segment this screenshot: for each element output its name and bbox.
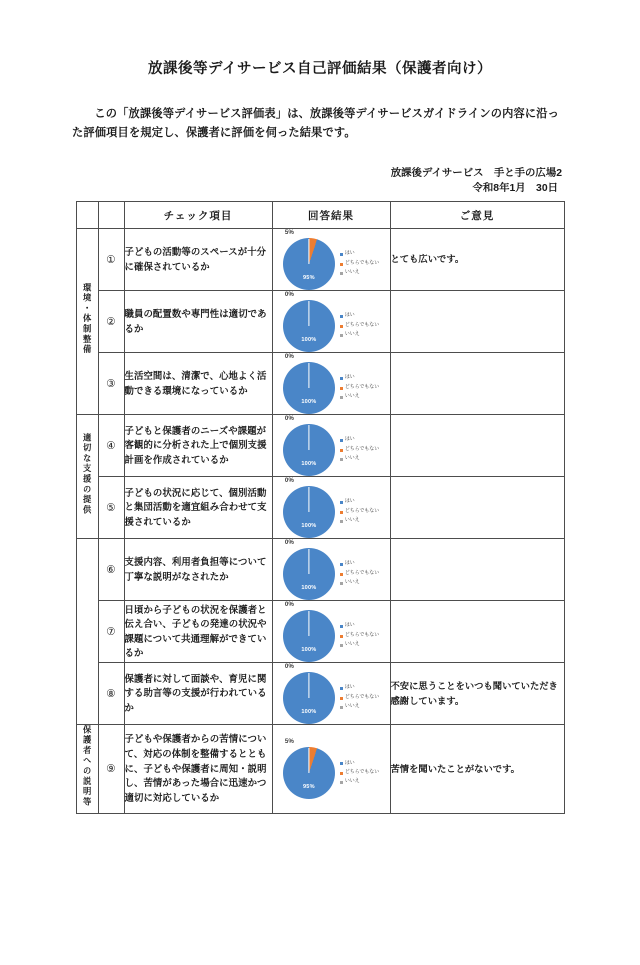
pie-slices xyxy=(283,300,335,352)
result-chart-cell xyxy=(272,539,390,601)
table-row xyxy=(76,353,564,415)
result-chart-cell xyxy=(272,663,390,725)
legend-swatch-icon xyxy=(340,387,343,390)
legend-swatch-icon xyxy=(340,253,343,256)
pie-area xyxy=(283,291,335,352)
facility-info xyxy=(0,166,562,196)
legend-item xyxy=(340,581,379,586)
pie-top-label: 0% xyxy=(284,415,294,423)
result-chart-cell xyxy=(272,415,390,477)
pie-legend xyxy=(338,624,379,648)
check-item-text: 生活空間は、清潔で、心地よく活動できる環境になっているか xyxy=(124,353,272,415)
legend-label: いいえ xyxy=(344,704,360,710)
pie-slice-divider xyxy=(308,487,309,512)
pie-legend xyxy=(338,252,379,276)
pie-slice-divider xyxy=(308,673,309,698)
pie-legend xyxy=(338,762,379,786)
pie-legend xyxy=(338,376,379,400)
legend-label: いいえ xyxy=(344,456,360,462)
pie-inner-label: 100% xyxy=(301,709,317,716)
comment-cell: 苦情を聞いたことがないです。 xyxy=(390,725,564,813)
table-row xyxy=(76,477,564,539)
legend-swatch-icon xyxy=(340,573,343,576)
pie-slices xyxy=(283,548,335,600)
table-row xyxy=(76,725,564,813)
facility-name: 放課後デイサービス 手と手の広場2 xyxy=(390,168,562,180)
legend-label: はい xyxy=(344,760,355,766)
legend-item xyxy=(340,762,379,767)
pie-area xyxy=(283,477,335,538)
pie-top-label: 0% xyxy=(284,353,294,361)
check-item-text: 子どもの活動等のスペースが十分に確保されているか xyxy=(124,229,272,291)
legend-swatch-icon xyxy=(340,563,343,566)
check-item-text: 子どもの状況に応じて、個別活動と集団活動を適宜組み合わせて支援されているか xyxy=(124,477,272,539)
row-number: ① xyxy=(98,229,124,291)
table-header-row xyxy=(76,202,564,229)
row-number: ③ xyxy=(98,353,124,415)
legend-item xyxy=(340,376,379,381)
comment-cell: とても広いです。 xyxy=(390,229,564,291)
legend-item xyxy=(340,448,379,453)
pie-top-label: 0% xyxy=(284,477,294,485)
legend-item xyxy=(340,705,379,710)
legend-item xyxy=(340,438,379,443)
pie-chart xyxy=(273,663,390,724)
legend-label: はい xyxy=(344,685,355,691)
legend-label: どちらでもない xyxy=(344,769,380,775)
legend-item xyxy=(340,510,379,515)
comment-cell xyxy=(390,353,564,415)
legend-swatch-icon xyxy=(340,697,343,700)
comment-cell xyxy=(390,601,564,663)
category-cell xyxy=(76,229,98,415)
pie-area xyxy=(283,738,335,799)
legend-swatch-icon xyxy=(340,625,343,628)
table-row xyxy=(76,229,564,291)
pie-top-label: 0% xyxy=(284,663,294,671)
check-item-text: 保護者に対して面談や、育児に関する助言等の支援が行われているか xyxy=(124,663,272,725)
pie-inner-label: 100% xyxy=(301,585,317,592)
legend-label: はい xyxy=(344,561,355,567)
category-label: 保護者への説明等 xyxy=(82,725,93,808)
legend-swatch-icon xyxy=(340,396,343,399)
pie-inner-label: 100% xyxy=(301,523,317,530)
pie-chart xyxy=(273,738,390,799)
legend-item xyxy=(340,686,379,691)
legend-swatch-icon xyxy=(340,263,343,266)
pie-chart xyxy=(273,601,390,662)
legend-swatch-icon xyxy=(340,377,343,380)
pie-chart xyxy=(273,229,390,290)
legend-item xyxy=(340,395,379,400)
result-chart-cell xyxy=(272,229,390,291)
pie-slices xyxy=(283,672,335,724)
page-title: 放課後等デイサービス自己評価結果（保護者向け） xyxy=(148,61,492,77)
pie-slices xyxy=(283,424,335,476)
result-chart-cell xyxy=(272,725,390,813)
legend-swatch-icon xyxy=(340,706,343,709)
pie-legend xyxy=(338,686,379,710)
row-number: ⑨ xyxy=(98,725,124,813)
legend-item xyxy=(340,519,379,524)
legend-item xyxy=(340,780,379,785)
result-chart-cell xyxy=(272,601,390,663)
pie-inner-label: 100% xyxy=(301,337,317,344)
legend-label: はい xyxy=(344,623,355,629)
check-item-text: 支援内容、利用者負担等について丁寧な説明がなされたか xyxy=(124,539,272,601)
legend-item xyxy=(340,457,379,462)
legend-label: どちらでもない xyxy=(344,508,380,514)
row-number: ⑤ xyxy=(98,477,124,539)
legend-label: どちらでもない xyxy=(344,384,380,390)
legend-label: どちらでもない xyxy=(344,446,380,452)
category-cell xyxy=(76,415,98,539)
legend-label: いいえ xyxy=(344,270,360,276)
pie-inner-label: 100% xyxy=(301,647,317,654)
table-row xyxy=(76,291,564,353)
table-row xyxy=(76,663,564,725)
pie-area xyxy=(283,353,335,414)
column-header-number xyxy=(98,202,124,229)
legend-label: いいえ xyxy=(344,642,360,648)
comment-cell xyxy=(390,539,564,601)
legend-swatch-icon xyxy=(340,582,343,585)
table-row xyxy=(76,539,564,601)
row-number: ⑦ xyxy=(98,601,124,663)
legend-item xyxy=(340,324,379,329)
column-header-item: チェック項目 xyxy=(124,202,272,229)
pie-chart xyxy=(273,415,390,476)
legend-swatch-icon xyxy=(340,511,343,514)
legend-item xyxy=(340,262,379,267)
row-number: ④ xyxy=(98,415,124,477)
pie-legend xyxy=(338,562,379,586)
legend-swatch-icon xyxy=(340,449,343,452)
intro-paragraph: この「放課後等デイサービス評価表」は、放課後等デイサービスガイドラインの内容に沿った評価項目を規定し、保護者に評価を伺った結果です。 xyxy=(72,107,560,140)
pie-inner-label: 95% xyxy=(303,784,315,791)
legend-label: どちらでもない xyxy=(344,694,380,700)
legend-item xyxy=(340,572,379,577)
legend-swatch-icon xyxy=(340,325,343,328)
pie-top-label: 0% xyxy=(284,601,294,609)
row-number: ⑥ xyxy=(98,539,124,601)
pie-legend xyxy=(338,438,379,462)
result-chart-cell xyxy=(272,291,390,353)
pie-slice-divider xyxy=(308,363,309,388)
legend-label: どちらでもない xyxy=(344,322,380,328)
pie-top-label: 5% xyxy=(284,229,294,237)
legend-swatch-icon xyxy=(340,772,343,775)
pie-top-label: 5% xyxy=(284,738,294,746)
result-chart-cell xyxy=(272,353,390,415)
document-page xyxy=(0,60,640,965)
pie-slices xyxy=(283,238,335,290)
legend-label: はい xyxy=(344,251,355,257)
legend-swatch-icon xyxy=(340,644,343,647)
legend-item xyxy=(340,500,379,505)
comment-cell xyxy=(390,477,564,539)
legend-label: いいえ xyxy=(344,580,360,586)
legend-label: どちらでもない xyxy=(344,260,380,266)
pie-area xyxy=(283,539,335,600)
pie-slices xyxy=(283,747,335,799)
legend-swatch-icon xyxy=(340,781,343,784)
legend-label: いいえ xyxy=(344,779,360,785)
legend-item xyxy=(340,252,379,257)
pie-slices xyxy=(283,486,335,538)
pie-area xyxy=(283,415,335,476)
pie-inner-label: 100% xyxy=(301,399,317,406)
pie-slice-divider xyxy=(308,611,309,636)
pie-slices xyxy=(283,610,335,662)
pie-top-label: 0% xyxy=(284,539,294,547)
category-cell xyxy=(76,725,98,813)
legend-label: どちらでもない xyxy=(344,570,380,576)
pie-area xyxy=(283,229,335,290)
legend-item xyxy=(340,634,379,639)
pie-area xyxy=(283,601,335,662)
pie-legend xyxy=(338,314,379,338)
legend-item xyxy=(340,333,379,338)
pie-chart xyxy=(273,291,390,352)
legend-swatch-icon xyxy=(340,458,343,461)
table-body xyxy=(76,229,564,813)
legend-swatch-icon xyxy=(340,439,343,442)
legend-label: いいえ xyxy=(344,394,360,400)
legend-swatch-icon xyxy=(340,520,343,523)
pie-legend xyxy=(338,500,379,524)
legend-item xyxy=(340,314,379,319)
check-item-text: 職員の配置数や専門性は適切であるか xyxy=(124,291,272,353)
column-header-category xyxy=(76,202,98,229)
legend-item xyxy=(340,271,379,276)
legend-item xyxy=(340,696,379,701)
legend-label: どちらでもない xyxy=(344,632,380,638)
legend-swatch-icon xyxy=(340,501,343,504)
legend-label: はい xyxy=(344,499,355,505)
pie-inner-label: 95% xyxy=(303,275,315,282)
column-header-result: 回答結果 xyxy=(272,202,390,229)
pie-slice-divider xyxy=(308,239,309,264)
legend-label: いいえ xyxy=(344,518,360,524)
legend-swatch-icon xyxy=(340,315,343,318)
comment-cell xyxy=(390,415,564,477)
legend-item xyxy=(340,643,379,648)
legend-label: はい xyxy=(344,375,355,381)
category-cell xyxy=(76,539,98,725)
check-item-text: 子どもと保護者のニーズや課題が客観的に分析された上で個別支援計画を作成されているか xyxy=(124,415,272,477)
legend-swatch-icon xyxy=(340,762,343,765)
legend-label: はい xyxy=(344,313,355,319)
legend-swatch-icon xyxy=(340,334,343,337)
legend-item xyxy=(340,771,379,776)
column-header-comment: ご意見 xyxy=(390,202,564,229)
comment-cell: 不安に思うことをいつも聞いていただき感謝しています。 xyxy=(390,663,564,725)
pie-slice-divider xyxy=(308,549,309,574)
check-item-text: 日頃から子どもの状況を保護者と伝え合い、子どもの発達の状況や課題について共通理解ができているか xyxy=(124,601,272,663)
legend-label: いいえ xyxy=(344,332,360,338)
result-chart-cell xyxy=(272,477,390,539)
pie-inner-label: 100% xyxy=(301,461,317,468)
pie-slices xyxy=(283,362,335,414)
pie-slice-divider xyxy=(308,301,309,326)
legend-label: はい xyxy=(344,437,355,443)
document-date: 令和8年1月 30日 xyxy=(472,183,558,195)
pie-chart xyxy=(273,539,390,600)
pie-chart xyxy=(273,353,390,414)
category-label: 適切な支援の提供 xyxy=(82,432,93,516)
legend-item xyxy=(340,562,379,567)
pie-area xyxy=(283,663,335,724)
pie-slice-divider xyxy=(308,748,309,773)
legend-swatch-icon xyxy=(340,272,343,275)
legend-swatch-icon xyxy=(340,635,343,638)
category-label: 環境・体制整備 xyxy=(82,283,93,356)
legend-item xyxy=(340,624,379,629)
comment-cell xyxy=(390,291,564,353)
evaluation-table xyxy=(76,201,565,813)
pie-slice-divider xyxy=(308,425,309,450)
legend-swatch-icon xyxy=(340,687,343,690)
pie-chart xyxy=(273,477,390,538)
check-item-text: 子どもや保護者からの苦情について、対応の体制を整備するとともに、子どもや保護者に周知・説明し、苦情があった場合に迅速かつ適切に対応しているか xyxy=(124,725,272,813)
table-row xyxy=(76,415,564,477)
row-number: ② xyxy=(98,291,124,353)
row-number: ⑧ xyxy=(98,663,124,725)
legend-item xyxy=(340,386,379,391)
pie-top-label: 0% xyxy=(284,291,294,299)
table-row xyxy=(76,601,564,663)
